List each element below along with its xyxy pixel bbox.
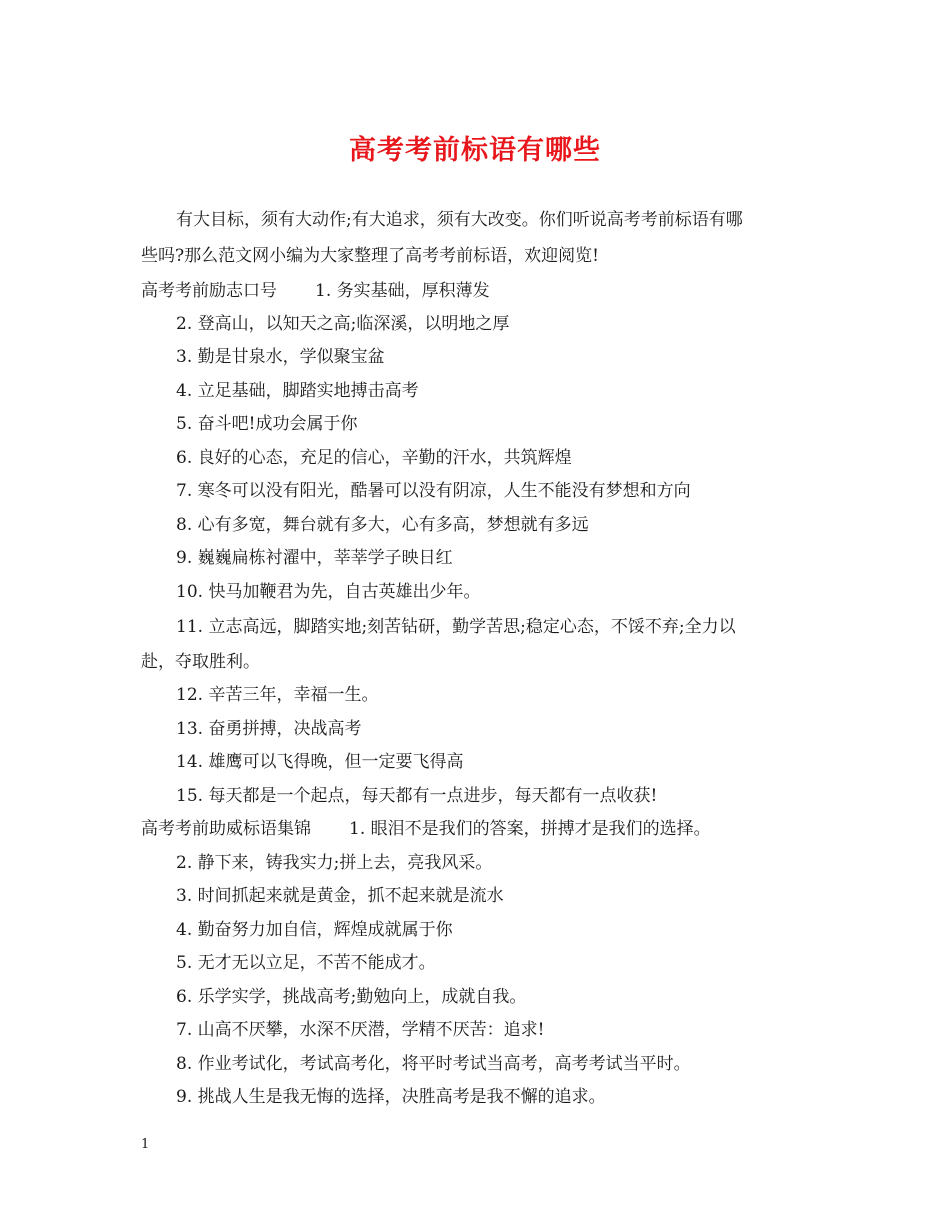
list-item: 6. 良好的心态，充足的信心，辛勤的汗水，共筑辉煌 [176, 448, 572, 468]
list-item: 1. 眼泪不是我们的答案，拼搏才是我们的选择。 [349, 819, 711, 839]
list-item: 5. 无才无以立足，不苦不能成才。 [176, 953, 436, 973]
section2-heading-row [141, 819, 711, 839]
list-item: 10. 快马加鞭君为先，自古英雄出少年。 [176, 582, 481, 602]
list-item: 6. 乐学实学，挑战高考;勤勉向上，成就自我。 [176, 987, 527, 1007]
list-item: 7. 寒冬可以没有阳光，酷暑可以没有阴凉，人生不能没有梦想和方向 [176, 481, 691, 501]
list-item: 3. 勤是甘泉水，学似聚宝盆 [176, 347, 385, 367]
intro-line-1: 有大目标，须有大动作;有大追求，须有大改变。你们听说高考考前标语有哪 [176, 210, 743, 230]
list-item: 9. 巍巍扁栋衬濯中，莘莘学子映日红 [176, 548, 453, 568]
list-item: 15. 每天都是一个起点，每天都有一点进步，每天都有一点收获! [176, 786, 658, 806]
section1-heading: 高考考前励志口号 [141, 281, 277, 301]
list-item: 3. 时间抓起来就是黄金，抓不起来就是流水 [176, 886, 504, 906]
list-item-continued: 赴，夺取胜利。 [141, 652, 260, 672]
list-item: 13. 奋勇拼搏，决战高考 [176, 719, 362, 739]
list-item: 8. 心有多宽，舞台就有多大，心有多高，梦想就有多远 [176, 515, 589, 535]
list-item: 2. 静下来，铸我实力;拼上去，亮我风采。 [176, 853, 493, 873]
page-title: 高考考前标语有哪些 [349, 135, 601, 166]
list-item: 8. 作业考试化，考试高考化，将平时考试当高考，高考考试当平时。 [176, 1054, 691, 1074]
list-item: 4. 勤奋努力加自信，辉煌成就属于你 [176, 920, 453, 940]
list-item: 5. 奋斗吧!成功会属于你 [176, 414, 358, 434]
intro-line-2: 些吗?那么范文网小编为大家整理了高考考前标语，欢迎阅览! [141, 246, 599, 266]
page-number: 1 [141, 1137, 150, 1152]
list-item: 4. 立足基础，脚踏实地搏击高考 [176, 381, 419, 401]
list-item: 14. 雄鹰可以飞得晚，但一定要飞得高 [176, 752, 464, 772]
list-item: 9. 挑战人生是我无悔的选择，决胜高考是我不懈的追求。 [176, 1087, 606, 1107]
section1-heading-row [141, 281, 490, 301]
list-item: 7. 山高不厌攀，水深不厌潜，学精不厌苦：追求! [176, 1020, 545, 1040]
list-item: 12. 辛苦三年，幸福一生。 [176, 685, 379, 705]
list-item: 2. 登高山，以知天之高;临深溪，以明地之厚 [176, 314, 510, 334]
section2-heading: 高考考前助威标语集锦 [141, 819, 311, 839]
list-item: 1. 务实基础，厚积薄发 [315, 281, 490, 301]
list-item: 11. 立志高远，脚踏实地;刻苦钻研，勤学苦思;稳定心态，不馁不弃;全力以 [176, 617, 736, 637]
